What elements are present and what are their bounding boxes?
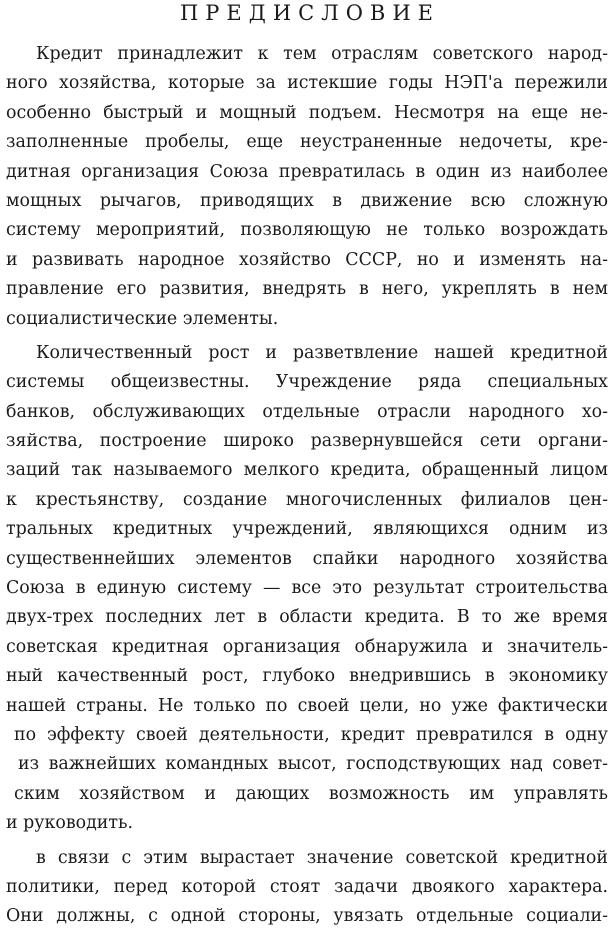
text-line: двух-трех последних лет в области кредита. В то же время	[6, 607, 608, 628]
paragraph-2	[6, 339, 608, 839]
text-line: банков, обслуживающих отдельные отрасли народного хо-	[6, 401, 608, 422]
text-line: системы общеизвестны. Учреждение ряда специальных	[6, 372, 608, 393]
text-line: из важнейших командных высот, господствующих над совет-	[18, 754, 608, 775]
text-line: политики, перед которой стоят задачи двоякого характера.	[6, 876, 608, 897]
text-line: зяйства, построение широко развернувшейся сети органи-	[6, 431, 608, 452]
text-line: и развивать народное хозяйство СССР, но и изменять на-	[6, 249, 608, 270]
text-line: ный качественный рост, глубоко внедрившись в экономику	[6, 666, 608, 687]
text-line: ного хозяйства, которые за истекшие годы НЭП'а пережили	[6, 73, 608, 94]
text-line: мощных рычагов, приводящих в движение всю сложную	[6, 190, 608, 211]
text-line: правление его развития, внедрять в него, укреплять в нем	[6, 279, 608, 300]
text-line: ским хозяйством и дающих возможность им управлять	[14, 783, 608, 804]
text-line: заций так называемого мелкого кредита, обращенный лицом	[6, 460, 608, 481]
page-heading: ПРЕДИСЛОВИЕ	[179, 1, 441, 25]
text-line: по эффекту своей деятельности, кредит превратился в одну	[14, 724, 608, 745]
text-line: Они должны, с одной стороны, увязать отдельные социали-	[6, 906, 608, 927]
text-line: особенно быстрый и мощный подъем. Несмотря на еще не-	[6, 102, 608, 123]
text-line: нашей страны. Не только по своей цели, но уже фактически	[6, 695, 608, 716]
text-line: к крестьянству, создание многочисленных филиалов цен-	[6, 489, 608, 510]
text-line: Количественный рост и разветвление нашей кредитной	[36, 342, 608, 363]
text-line: тральных кредитных учреждений, являющихся одним из	[6, 519, 608, 540]
paragraph-3	[6, 844, 608, 932]
text-line: заполненные пробелы, еще неустраненные недочеты, кре-	[6, 132, 608, 153]
text-line: социалистические элементы.	[6, 308, 279, 329]
text-line: систему мероприятий, позволяющую не только возрождать	[6, 220, 608, 241]
text-line: дитная организация Союза превратилась в один из наиболее	[6, 161, 608, 182]
paragraph-1	[6, 40, 608, 334]
body-text	[6, 40, 608, 932]
text-line: и руководить.	[6, 813, 133, 834]
text-line: в связи с этим вырастает значение советской кредитной	[36, 847, 608, 868]
text-line: Союза в единую систему — все это результат строительства	[6, 578, 608, 599]
text-line: советская кредитная организация обнаружила и значитель-	[6, 636, 608, 657]
text-line: Кредит принадлежит к тем отраслям советского народ-	[36, 44, 608, 64]
text-line: существеннейших элементов спайки народного хозяйства	[6, 548, 608, 569]
